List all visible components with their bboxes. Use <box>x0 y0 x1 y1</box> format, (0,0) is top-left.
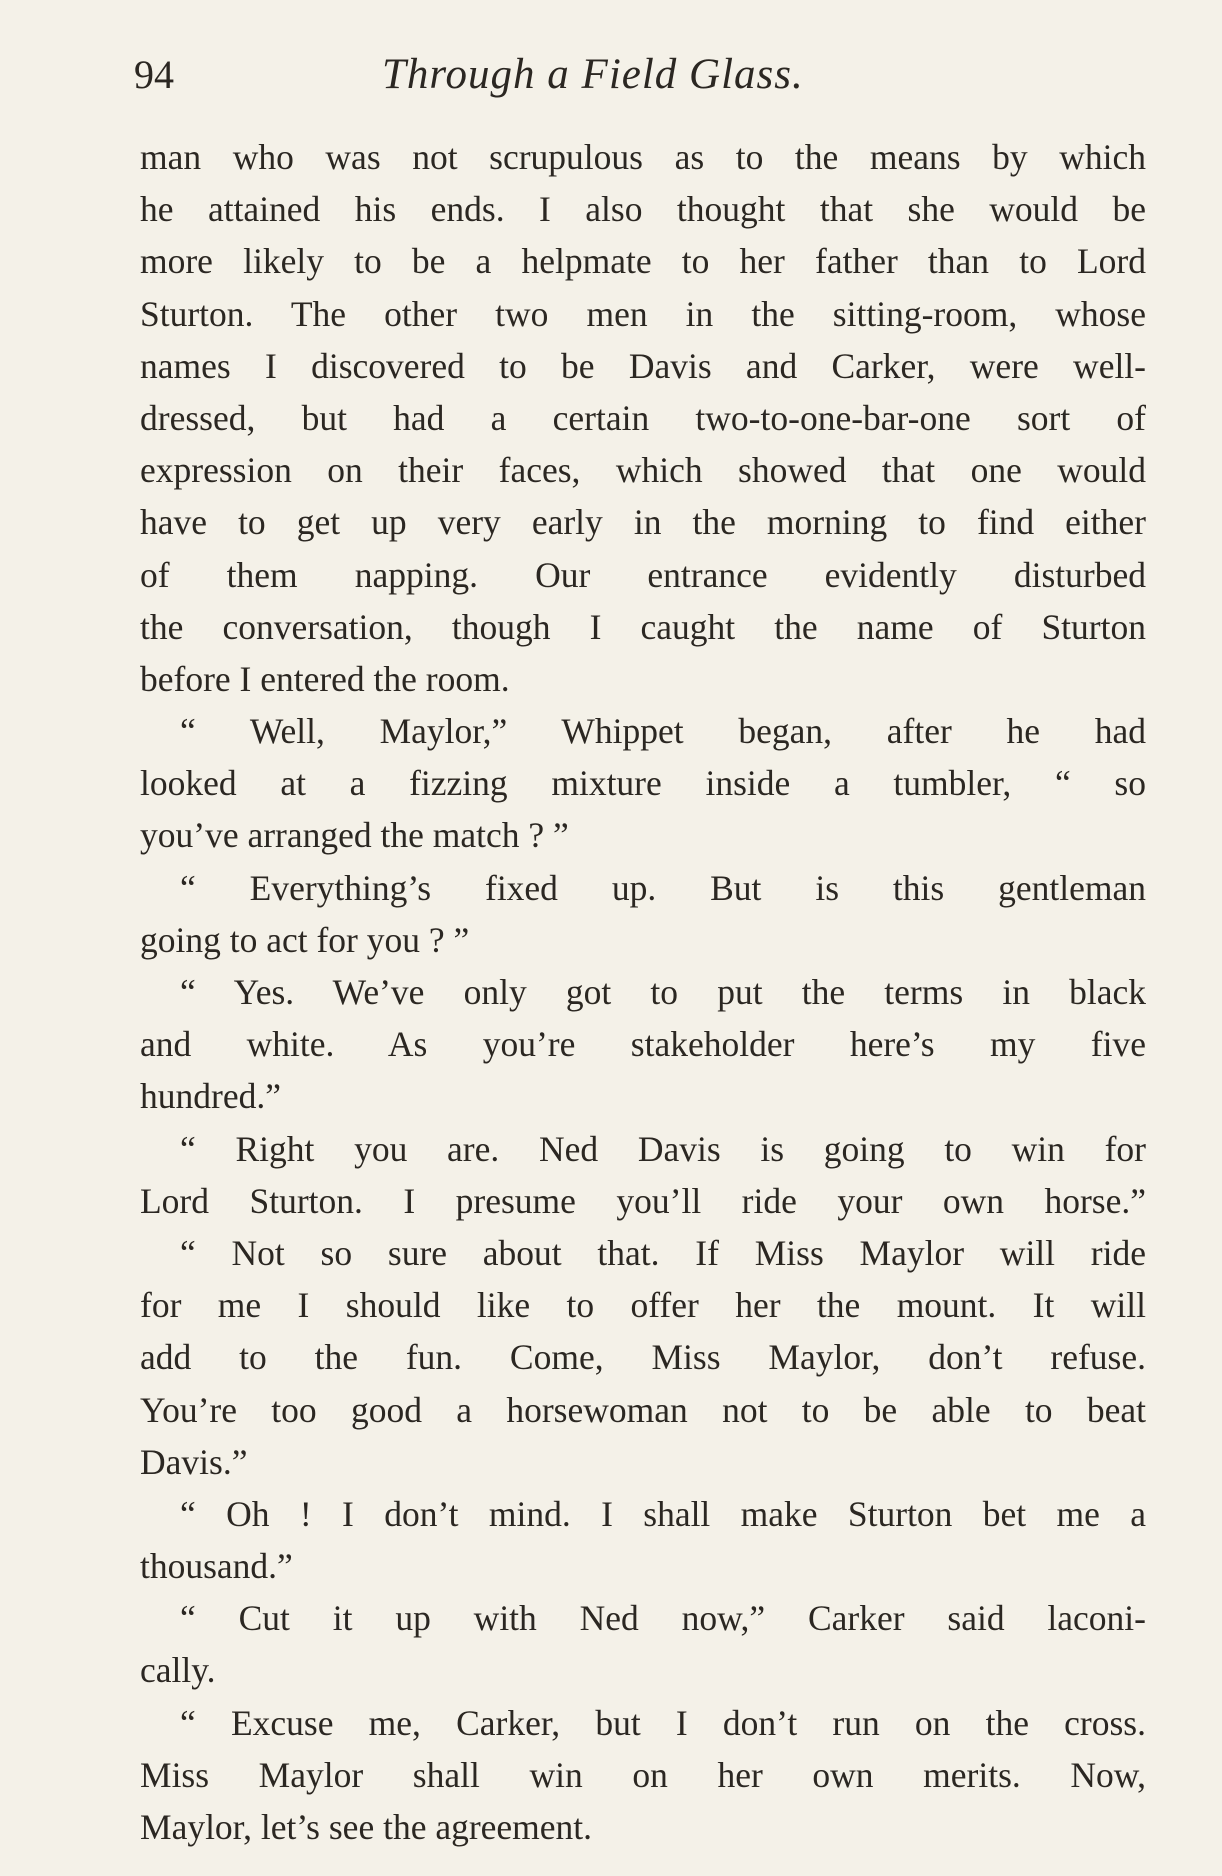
text-line: of them napping. Our entrance evidently disturbed <box>140 554 1146 595</box>
text-line: cally. <box>140 1650 216 1691</box>
text-line: before I entered the room. <box>140 658 510 699</box>
text-line: the conversation, though I caught the name of Sturton <box>140 606 1146 647</box>
text-line: “ Not so sure about that. If Miss Maylor will ride <box>180 1232 1146 1273</box>
text-line: add to the fun. Come, Miss Maylor, don’t refuse. <box>140 1337 1146 1378</box>
text-line: hundred.” <box>140 1076 281 1117</box>
text-line: “ Well, Maylor,” Whippet began, after he had <box>180 711 1146 752</box>
text-line: Maylor, let’s see the agreement. <box>140 1807 593 1847</box>
text-line: Miss Maylor shall win on her own merits. Now, <box>140 1754 1146 1795</box>
text-line: you’ve arranged the match ? ” <box>140 815 569 856</box>
text-line: “ Excuse me, Carker, but I don’t run on the cross. <box>180 1702 1146 1743</box>
text-line: “ Yes. We’ve only got to put the terms in black <box>180 972 1146 1012</box>
text-line: thousand.” <box>140 1546 293 1587</box>
text-line: and white. As you’re stakeholder here’s my five <box>140 1024 1146 1065</box>
text-line: Davis.” <box>140 1441 248 1482</box>
text-line: You’re too good a horsewoman not to be able to beat <box>140 1389 1146 1430</box>
text-line: “ Everything’s fixed up. But is this gentleman <box>180 867 1146 908</box>
text-line: man who was not scrupulous as to the means by which <box>140 137 1146 177</box>
page-number: 94 <box>134 52 174 97</box>
text-line: “ Cut it up with Ned now,” Carker said laconi- <box>180 1598 1146 1639</box>
text-line: Lord Sturton. I presume you’ll ride your own horse.” <box>140 1180 1146 1221</box>
text-line: “ Oh ! I don’t mind. I shall make Sturton bet me a <box>180 1493 1146 1534</box>
body-text <box>140 131 1146 1853</box>
page-header <box>134 50 1144 100</box>
text-line: expression on their faces, which showed that one would <box>140 450 1146 491</box>
text-line: more likely to be a helpmate to her father than to Lord <box>140 241 1146 282</box>
text-line: names I discovered to be Davis and Carker, were well- <box>140 345 1146 386</box>
text-line: Sturton. The other two men in the sitting-room, whose <box>140 293 1146 334</box>
text-line: “ Right you are. Ned Davis is going to win for <box>180 1128 1146 1169</box>
running-title: Through a Field Glass. <box>382 51 804 98</box>
text-line: for me I should like to offer her the mount. It will <box>140 1285 1146 1326</box>
text-line: going to act for you ? ” <box>140 919 470 960</box>
text-line: have to get up very early in the morning to find either <box>140 502 1146 543</box>
text-line: dressed, but had a certain two-to-one-bar-one sort of <box>140 397 1146 438</box>
text-line: looked at a fizzing mixture inside a tumbler, “ so <box>140 763 1146 804</box>
text-line: he attained his ends. I also thought that she would be <box>140 189 1146 230</box>
